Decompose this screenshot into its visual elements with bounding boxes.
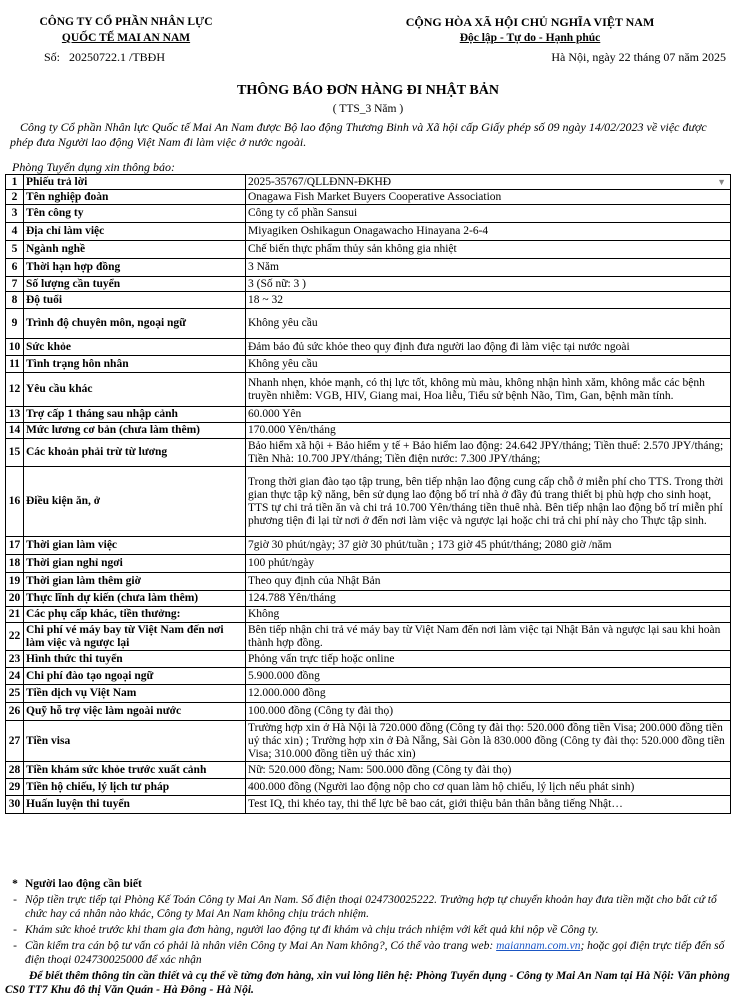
row-number: 5	[6, 241, 24, 259]
row-number: 21	[6, 607, 24, 623]
row-label: Ngành nghề	[24, 241, 246, 259]
table-row	[6, 685, 731, 703]
table-row	[6, 439, 731, 467]
table-row	[6, 292, 731, 309]
row-label: Huấn luyện thi tuyển	[24, 796, 246, 814]
row-number: 4	[6, 223, 24, 241]
row-number: 14	[6, 423, 24, 439]
table-row	[6, 762, 731, 779]
row-value: 3 Năm	[246, 259, 731, 277]
row-number: 20	[6, 591, 24, 607]
row-value: Miyagiken Oshikagun Onagawacho Hinayana 2-6-4	[246, 223, 731, 241]
row-number: 3	[6, 205, 24, 223]
row-value: Công ty cổ phần Sansui	[246, 205, 731, 223]
note-3-text-b: ; hoặc gọi điện trực tiếp đến số điện thoại 024730025000 để xác nhận	[25, 940, 725, 966]
note-2-text: Khám sức khoẻ trước khi tham gia đơn hàng, người lao động tự đi khám và chịu trách nhiệm với kết quả khi nộp về Công ty.	[25, 924, 599, 936]
row-label: Độ tuổi	[24, 292, 246, 309]
row-label: Số lượng cần tuyển	[24, 277, 246, 292]
row-value: 18 ~ 32	[246, 292, 731, 309]
row-label: Các khoản phải trừ từ lương	[24, 439, 246, 467]
row-label: Sức khỏe	[24, 339, 246, 356]
row-label: Điều kiện ăn, ở	[24, 467, 246, 537]
document-date: Hà Nội, ngày 22 tháng 07 năm 2025	[551, 50, 726, 64]
dash-icon: -	[13, 894, 17, 906]
row-label: Trình độ chuyên môn, ngoại ngữ	[24, 309, 246, 339]
table-row	[6, 190, 731, 205]
table-row	[6, 423, 731, 439]
note-1-text: Nộp tiền trực tiếp tại Phòng Kế Toán Công ty Mai An Nam. Số điện thoại 024730025222. Trường hợp tự chuyển khoản hay đưa tiền mặt cho bất cứ tổ chức hay cá nhân nào khác, Công ty Mai An Nam không chịu trách nhiệm.	[25, 894, 717, 920]
row-number: 27	[6, 721, 24, 762]
row-value: 400.000 đồng (Người lao động nộp cho cơ quan làm hộ chiếu, lý lịch nếu phát sinh)	[246, 779, 731, 796]
row-value: Bảo hiểm xã hội + Bảo hiểm y tế + Bảo hiểm lao động: 24.642 JPY/tháng; Tiền thuế: 2.570 JPY/tháng; Tiền Nhà: 10.700 JPY/tháng; Tiền điện nước: 7.300 JPY/tháng;	[246, 439, 731, 467]
row-number: 17	[6, 537, 24, 555]
page-title: THÔNG BÁO ĐƠN HÀNG ĐI NHẬT BẢN	[237, 83, 499, 98]
dash-icon: -	[13, 940, 17, 952]
row-label: Tiền hộ chiếu, lý lịch tư pháp	[24, 779, 246, 796]
row-label: Chi phí vé máy bay từ Việt Nam đến nơi làm việc và ngược lại	[24, 623, 246, 651]
notes-heading	[5, 877, 731, 891]
row-label: Quỹ hỗ trợ việc làm ngoài nước	[24, 703, 246, 721]
table-row	[6, 241, 731, 259]
table-row	[6, 259, 731, 277]
table-row	[6, 796, 731, 814]
table-row	[6, 779, 731, 796]
row-label: Thực lĩnh dự kiến (chưa làm thêm)	[24, 591, 246, 607]
motto: Độc lập - Tự do - Hạnh phúc	[459, 32, 601, 44]
notes-heading-text: Người lao động cần biết	[25, 878, 142, 890]
row-value: 100 phút/ngày	[246, 555, 731, 573]
chevron-down-icon[interactable]: ▼	[717, 176, 726, 187]
row-label: Tình trạng hôn nhân	[24, 356, 246, 373]
intro-paragraph: Công ty Cổ phần Nhân lực Quốc tế Mai An Nam được Bộ lao động Thương Binh và Xã hội cấp Giấy phép số 09 ngày 14/02/2023 về việc được phép đưa Người lao động Việt Nam đi làm việc ở nước ngoài.	[10, 120, 707, 149]
row-number: 26	[6, 703, 24, 721]
row-value: Bên tiếp nhận chi trả vé máy bay từ Việt Nam đến nơi làm việc tại Nhật Bản và ngược lại sau khi hoàn thành hợp đồng.	[246, 623, 731, 651]
row-number: 1	[6, 175, 24, 190]
row-label: Các phụ cấp khác, tiền thưởng:	[24, 607, 246, 623]
row-label: Mức lương cơ bản (chưa làm thêm)	[24, 423, 246, 439]
row-number: 24	[6, 668, 24, 685]
row-value: 170.000 Yên/tháng	[246, 423, 731, 439]
row-number: 6	[6, 259, 24, 277]
table-row	[6, 591, 731, 607]
row-value: 7giờ 30 phút/ngày; 37 giờ 30 phút/tuần ; 173 giờ 45 phút/tháng; 2080 giờ /năm	[246, 537, 731, 555]
table-row	[6, 373, 731, 407]
reply-number-value: 2025-35767/QLLĐNN-ĐKHĐ	[248, 175, 392, 188]
row-label: Tiền visa	[24, 721, 246, 762]
row-label: Thời gian nghỉ ngơi	[24, 555, 246, 573]
row-number: 25	[6, 685, 24, 703]
row-number: 11	[6, 356, 24, 373]
row-number: 15	[6, 439, 24, 467]
row-label: Thời gian làm thêm giờ	[24, 573, 246, 591]
row-value: Trường hợp xin ở Hà Nội là 720.000 đồng (Công ty đài thọ: 520.000 đồng tiền Visa; 200.000 đồng tiền uỷ thác xin) ; Trường hợp xin ở Đà Nẵng, Sài Gòn là 830.000 đồng (Công ty đài thọ: 520.000 đồng tiền Visa; 310.000 đồng tiền uỷ thác xin)	[246, 721, 731, 762]
contact-info: Để biết thêm thông tin cần thiết và cụ thể về từng đơn hàng, xin vui lòng liên hệ: Phòng Tuyển dụng - Công ty Mai An Nam tại Hà Nội: Văn phòng CS0 TT7 Khu đô thị Văn Quán - Hà Đông - Hà Nội.	[5, 970, 730, 996]
row-value: Chế biến thực phẩm thủy sản không gia nhiệt	[246, 241, 731, 259]
page-subtitle: ( TTS_3 Năm )	[332, 103, 404, 115]
table-row	[6, 703, 731, 721]
department-note: Phòng Tuyển dụng xin thông báo:	[12, 160, 175, 174]
order-table	[5, 174, 731, 814]
row-value: Test IQ, thi khéo tay, thi thể lực bê bao cát, giới thiệu bản thân bằng tiếng Nhật…	[246, 796, 731, 814]
table-row	[6, 175, 731, 190]
note-2	[5, 923, 731, 937]
row-number: 10	[6, 339, 24, 356]
table-row	[6, 339, 731, 356]
row-number: 9	[6, 309, 24, 339]
row-number: 19	[6, 573, 24, 591]
row-number: 29	[6, 779, 24, 796]
table-row	[6, 467, 731, 537]
document-number	[44, 50, 165, 65]
table-row	[6, 407, 731, 423]
row-label: Phiếu trả lời	[24, 175, 246, 190]
table-row	[6, 309, 731, 339]
table-row	[6, 356, 731, 373]
notes-section	[5, 877, 731, 997]
table-row	[6, 721, 731, 762]
row-label: Thời gian làm việc	[24, 537, 246, 555]
row-number: 22	[6, 623, 24, 651]
row-value: Đảm bảo đủ sức khỏe theo quy định đưa người lao động đi làm việc tại nước ngoài	[246, 339, 731, 356]
website-link[interactable]: maiannam.com.vn	[496, 940, 581, 952]
row-label: Hình thức thi tuyển	[24, 651, 246, 668]
row-label: Địa chỉ làm việc	[24, 223, 246, 241]
row-value: 60.000 Yên	[246, 407, 731, 423]
table-row	[6, 607, 731, 623]
row-value: 12.000.000 đồng	[246, 685, 731, 703]
row-label: Tên công ty	[24, 205, 246, 223]
row-value: Không yêu cầu	[246, 309, 731, 339]
table-row	[6, 537, 731, 555]
row-value: Nhanh nhẹn, khỏe mạnh, có thị lực tốt, không mù màu, không nhận hình xăm, không mắc các bệnh truyền nhiễm: VGB, HIV, Giang mai, Hoa liễu, Tiểu sử bệnh Não, Tim, Gan, bệnh mãn tính.	[246, 373, 731, 407]
row-value: Theo quy định của Nhật Bản	[246, 573, 731, 591]
note-3	[5, 939, 731, 967]
row-label: Chi phí đào tạo ngoại ngữ	[24, 668, 246, 685]
row-label: Thời hạn hợp đồng	[24, 259, 246, 277]
row-value: Không yêu cầu	[246, 356, 731, 373]
row-label: Trợ cấp 1 tháng sau nhập cảnh	[24, 407, 246, 423]
row-number: 7	[6, 277, 24, 292]
table-row	[6, 223, 731, 241]
table-row	[6, 651, 731, 668]
row-value: 124.788 Yên/tháng	[246, 591, 731, 607]
row-label: Tiền khám sức khỏe trước xuất cảnh	[24, 762, 246, 779]
company-line1: CÔNG TY CỔ PHẦN NHÂN LỰC	[39, 16, 213, 28]
row-number: 8	[6, 292, 24, 309]
row-value: 3 (Số nữ: 3 )	[246, 277, 731, 292]
row-number: 12	[6, 373, 24, 407]
row-value: 5.900.000 đồng	[246, 668, 731, 685]
table-row	[6, 623, 731, 651]
row-label: Tên nghiệp đoàn	[24, 190, 246, 205]
row-label: Tiền dịch vụ Việt Nam	[24, 685, 246, 703]
row-value: 100.000 đồng (Công ty đài thọ)	[246, 703, 731, 721]
dash-icon: -	[13, 924, 17, 936]
so-value: 20250722.1 /TBĐH	[69, 50, 166, 64]
row-number: 30	[6, 796, 24, 814]
company-name	[26, 14, 226, 46]
table-row	[6, 668, 731, 685]
row-number: 28	[6, 762, 24, 779]
row-value: Phỏng vấn trực tiếp hoặc online	[246, 651, 731, 668]
table-row	[6, 205, 731, 223]
reply-number-dropdown[interactable]	[246, 175, 731, 190]
row-number: 13	[6, 407, 24, 423]
table-row	[6, 555, 731, 573]
row-value: Không	[246, 607, 731, 623]
row-number: 23	[6, 651, 24, 668]
so-label: Số:	[44, 50, 61, 64]
row-number: 18	[6, 555, 24, 573]
row-value: Onagawa Fish Market Buyers Cooperative Association	[246, 190, 731, 205]
table-row	[6, 277, 731, 292]
republic-title: CỘNG HÒA XÃ HỘI CHỦ NGHĨA VIỆT NAM	[405, 15, 655, 29]
note-1	[5, 893, 731, 921]
row-value: Nữ: 520.000 đồng; Nam: 500.000 đồng (Công ty đài thọ)	[246, 762, 731, 779]
star-icon: *	[12, 878, 18, 890]
row-number: 16	[6, 467, 24, 537]
row-label: Yêu cầu khác	[24, 373, 246, 407]
company-line2: QUỐC TẾ MAI AN NAM	[61, 32, 191, 44]
table-row	[6, 573, 731, 591]
row-value: Trong thời gian đào tạo tập trung, bên tiếp nhận lao động cung cấp chỗ ở miễn phí cho TTS. Trong thời gian thực tập kỹ năng, bên sử dụng lao động bố trí nhà ở đầy đủ trang thiết bị phù hợp cho sinh hoạt, TTS tự chi trả tiền ăn và chi trả 10.700 Yên/tháng tiền thuê nhà. Bên tiếp nhận lao động bố trí miễn phí phương tiện đi lại từ nơi ở đến nơi làm việc và ngược lại hoặc chi trả chi phí này cho Thực tập sinh.	[246, 467, 731, 537]
national-header	[330, 14, 730, 46]
note-3-text-a: Cần kiểm tra cán bộ tư vấn có phải là nhân viên Công ty Mai An Nam không?, Có thể vào trang web:	[25, 940, 494, 952]
row-number: 2	[6, 190, 24, 205]
